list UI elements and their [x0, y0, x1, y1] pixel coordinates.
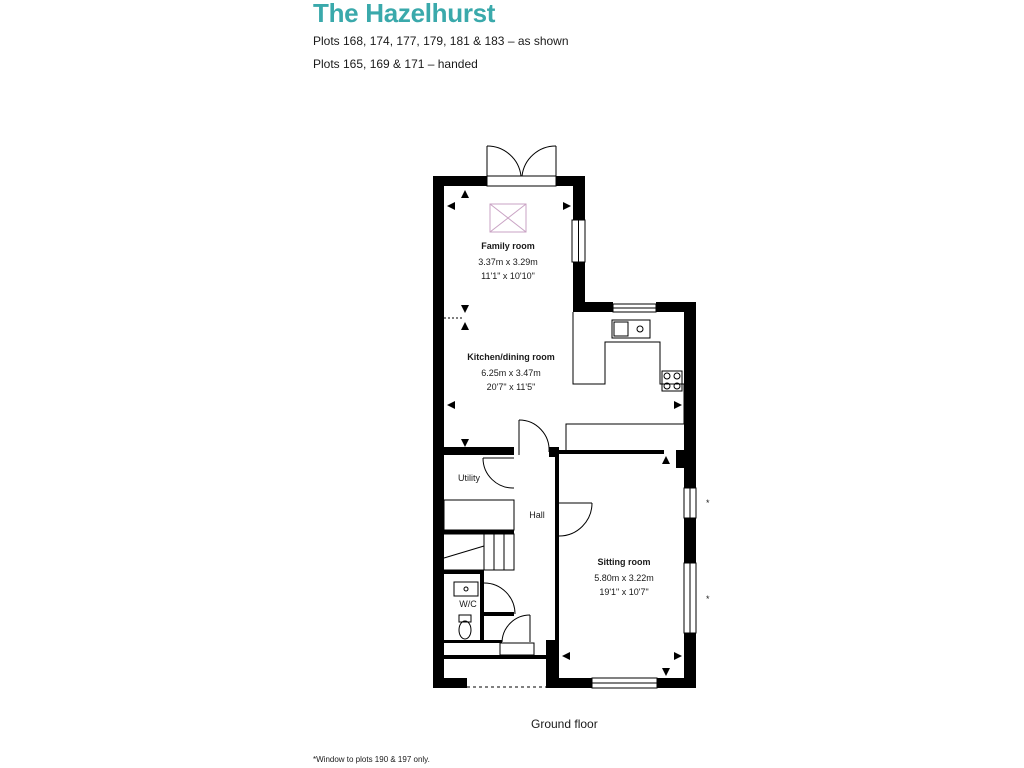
plan-title: The Hazelhurst: [313, 0, 496, 28]
utility-label: Utility: [458, 473, 480, 483]
hall-label: Hall: [529, 510, 545, 520]
family-room-label: Family room: [481, 241, 535, 251]
floor-caption: Ground floor: [531, 717, 598, 731]
family-room-imperial: 11'1" x 10'10": [481, 271, 535, 281]
sitting-room-imperial: 19'1" x 10'7": [599, 587, 649, 597]
external-walls: [433, 176, 696, 688]
kitchen-imperial: 20'7" x 11'5": [486, 382, 536, 392]
plots-handed: Plots 165, 169 & 171 – handed: [313, 57, 478, 71]
kitchen-label: Kitchen/dining room: [467, 352, 555, 362]
window-note-marker-2: *: [706, 594, 710, 604]
window-note-marker-1: *: [706, 498, 710, 508]
plots-as-shown: Plots 168, 174, 177, 179, 181 & 183 – as shown: [313, 34, 569, 48]
kitchen-metric: 6.25m x 3.47m: [481, 368, 541, 378]
footnote: *Window to plots 190 & 197 only.: [313, 755, 430, 764]
wc-label: W/C: [459, 599, 477, 609]
sitting-room-label: Sitting room: [597, 557, 651, 567]
sitting-room-metric: 5.80m x 3.22m: [594, 573, 654, 583]
family-room-metric: 3.37m x 3.29m: [478, 257, 538, 267]
